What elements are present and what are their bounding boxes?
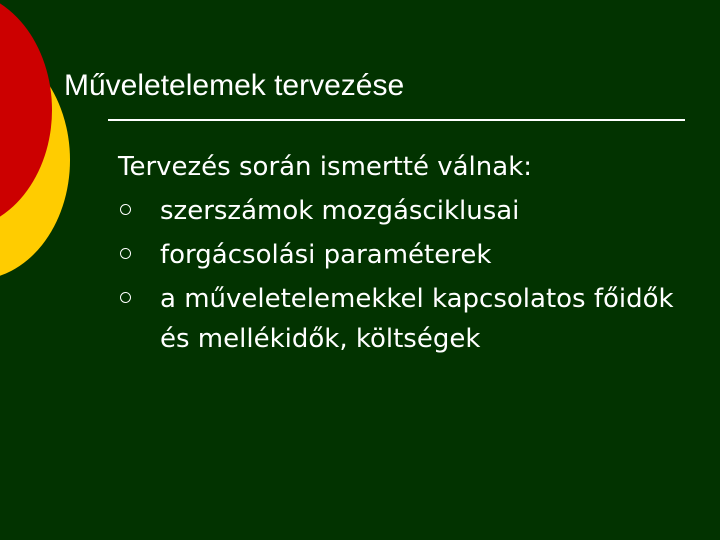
slide-title: Műveletelemek tervezése — [64, 69, 405, 102]
list-item — [118, 189, 698, 233]
bullet-text: szerszámok mozgásciklusai — [160, 196, 520, 226]
list-item — [118, 233, 698, 277]
bullet-text: forgácsolási paraméterek — [160, 240, 492, 270]
bullet-list — [118, 189, 698, 359]
title-underline — [108, 119, 685, 121]
slide-body — [118, 145, 698, 359]
bullet-text: a műveletelemekkel kapcsolatos főidők és mellékidők, költségek — [160, 284, 674, 354]
hollow-circle-bullet-icon — [120, 248, 131, 259]
intro-text: Tervezés során ismertté válnak: — [118, 152, 533, 182]
list-item — [118, 279, 698, 359]
hollow-circle-bullet-icon — [120, 204, 131, 215]
hollow-circle-bullet-icon — [120, 292, 131, 303]
